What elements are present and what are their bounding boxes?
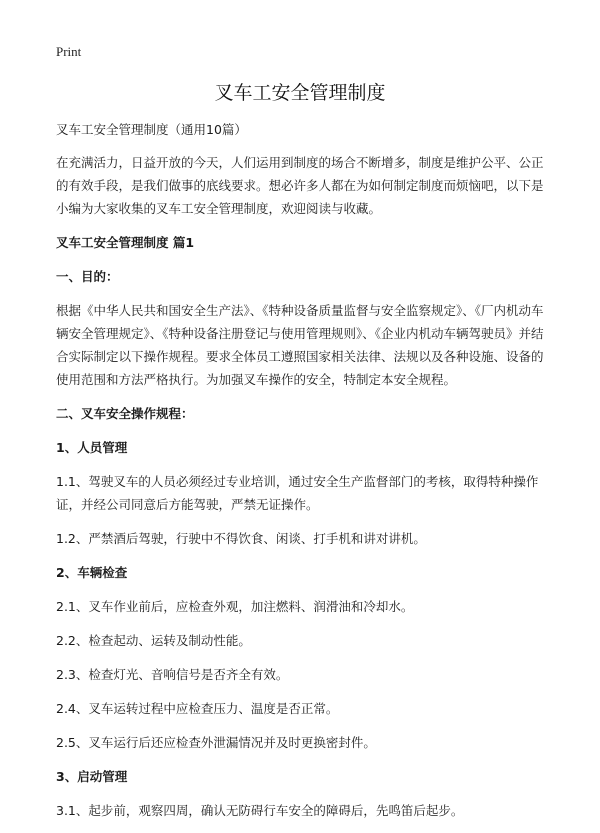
section-title: 叉车工安全管理制度 篇1 xyxy=(56,235,195,250)
document-subtitle: 叉车工安全管理制度（通用10篇） xyxy=(56,122,247,137)
intro-paragraph: 在充满活力，日益开放的今天，人们运用到制度的场合不断增多，制度是维护公平、公正的有效手段，是我们做事的底线要求。想必许多人都在为如何制定制度而烦恼吧，以下是小编为大家收集的叉车工安全管理制度，欢迎阅读与收藏。 xyxy=(56,155,544,216)
list-item: 1.2、严禁酒后驾驶，行驶中不得饮食、闲谈、打手机和讲对讲机。 xyxy=(56,531,426,546)
list-item: 2.5、叉车运行后还应检查外泄漏情况并及时更换密封件。 xyxy=(56,735,376,750)
purpose-heading: 一、目的： xyxy=(56,269,119,284)
vehicle-heading: 2、车辆检查 xyxy=(56,565,128,580)
list-item: 2.1、叉车作业前后，应检查外观，加注燃料、润滑油和冷却水。 xyxy=(56,599,414,614)
document-body xyxy=(56,118,544,833)
list-item: 2.2、检查起动、运转及制动性能。 xyxy=(56,633,251,648)
rules-heading: 二、叉车安全操作规程： xyxy=(56,406,194,421)
purpose-paragraph: 根据《中华人民共和国安全生产法》、《特种设备质量监督与安全监察规定》、《厂内机动车辆安全管理规定》、《特种设备注册登记与使用管理规则》、《企业内机动车辆驾驶员》并结合实际制定以下操作规程。要求全体员工遵照国家相关法律、法规以及各种设施、设备的使用范围和方法严格执行。为加强叉车操作的安全，特制定本安全规程。 xyxy=(56,303,544,387)
list-item: 2.4、叉车运转过程中应检查压力、温度是否正常。 xyxy=(56,701,339,716)
list-item: 2.3、检查灯光、音响信号是否齐全有效。 xyxy=(56,667,289,682)
list-item: 3.1、起步前，观察四周，确认无防碍行车安全的障碍后，先鸣笛后起步。 xyxy=(56,803,464,818)
startup-heading: 3、启动管理 xyxy=(56,769,128,784)
document-title: 叉车工安全管理制度 xyxy=(214,82,386,104)
print-link[interactable]: Print xyxy=(56,44,82,59)
list-item: 1.1、驾驶叉车的人员必须经过专业培训，通过安全生产监督部门的考核，取得特种操作证，并经公司同意后方能驾驶，严禁无证操作。 xyxy=(56,474,539,512)
personnel-heading: 1、人员管理 xyxy=(56,440,128,455)
